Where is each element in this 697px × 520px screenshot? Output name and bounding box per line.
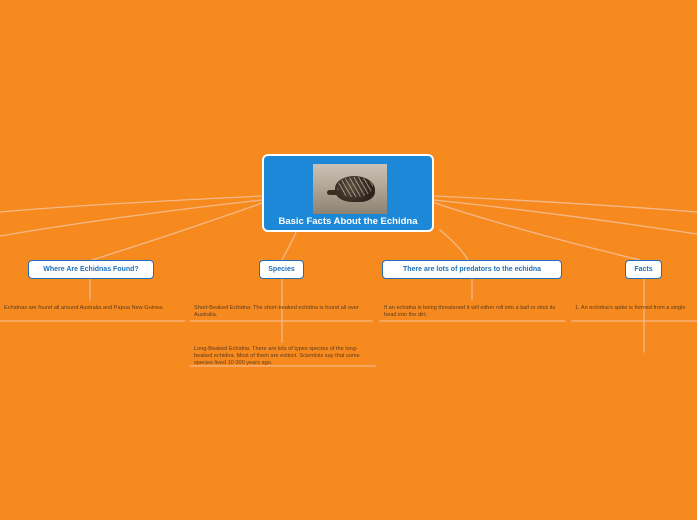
- connector-species: [282, 232, 296, 260]
- subtopic-found[interactable]: Echidnas are found all around Australia and Papua New Guinea.: [4, 305, 164, 311]
- central-topic-title: Basic Facts About the Echidna: [278, 216, 418, 227]
- topic-species[interactable]: [259, 260, 304, 279]
- connector-predators: [440, 230, 468, 260]
- echidna-photo: [313, 164, 387, 214]
- subtopic-predators[interactable]: If an echidna is being threatened it will either roll into a ball or stick its head into the dirt.: [384, 305, 556, 318]
- topic-where-found[interactable]: [28, 260, 154, 279]
- subtopic-facts-1[interactable]: 1. An echidna's spike is formed from a single: [575, 305, 686, 311]
- connector-offscreen-right-2: [434, 200, 697, 234]
- echidna-snout-shape: [327, 190, 341, 195]
- topic-label: There are lots of predators to the echidna: [402, 266, 542, 273]
- topic-predators[interactable]: [382, 260, 562, 279]
- subtopic-species-long[interactable]: Long-Beaked Echidna: There are lots of types species of the long-beaked echidna. Most of them are extinct. Scientists say that some species lived 10 000 years ago.: [194, 346, 360, 366]
- central-topic[interactable]: [262, 154, 434, 232]
- topic-label: Species: [268, 266, 295, 273]
- connector-found: [92, 202, 265, 260]
- echidna-spines-shape: [337, 177, 373, 197]
- topic-facts[interactable]: [625, 260, 662, 279]
- topic-label: Facts: [634, 266, 653, 273]
- topic-label: Where Are Echidnas Found?: [43, 266, 139, 273]
- connector-facts: [432, 202, 640, 260]
- connector-offscreen-left-2: [0, 200, 262, 236]
- subtopic-species-short[interactable]: Short-Beaked Echidna: The short-beaked echidna is found all over Australia.: [194, 305, 359, 318]
